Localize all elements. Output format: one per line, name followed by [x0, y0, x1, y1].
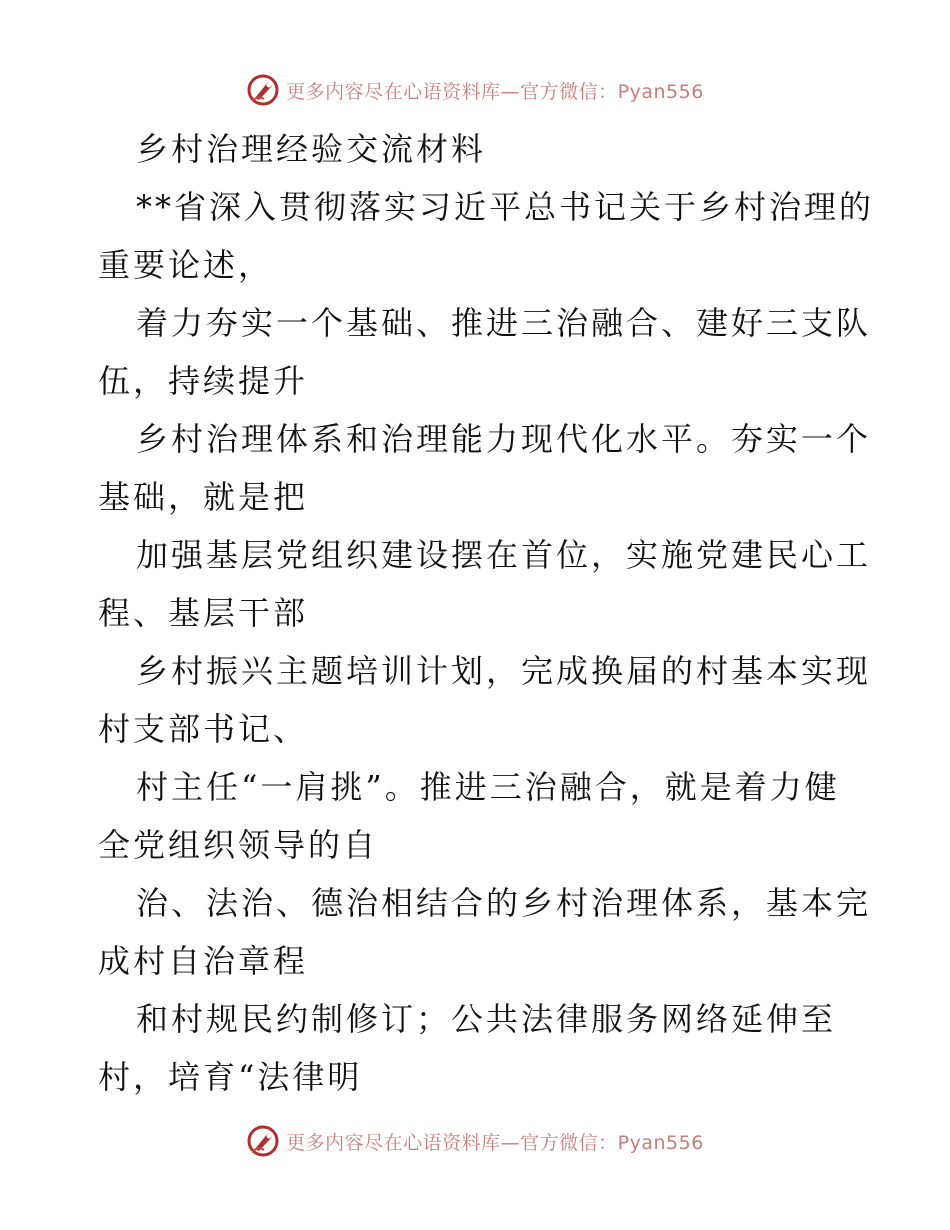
- paragraph-line: 成村自治章程: [98, 942, 309, 980]
- watermark-text: 更多内容尽在心语资料库—官方微信：Pyan556: [286, 1131, 704, 1154]
- paragraph-line: 伍，持续提升: [98, 362, 309, 400]
- paragraph-line: 村，培育“法律明: [98, 1058, 363, 1096]
- document-title: 乡村治理经验交流材料: [136, 130, 487, 168]
- paragraph-line: 治、法治、德治相结合的乡村治理体系，基本完: [136, 884, 872, 922]
- paragraph-line: 着力夯实一个基础、推进三治融合、建好三支队: [136, 304, 872, 342]
- paragraph-line: 加强基层党组织建设摆在首位，实施党建民心工: [136, 536, 872, 574]
- document-body: [98, 120, 875, 1106]
- paragraph-line: 和村规民约制修订；公共法律服务网络延伸至: [136, 1000, 837, 1038]
- header-watermark-banner: [0, 70, 950, 110]
- paragraph-line: 全党组织领导的自: [98, 826, 379, 864]
- paragraph-line: 乡村治理体系和治理能力现代化水平。夯实一个: [136, 420, 872, 458]
- paragraph-line: 村主任“一肩挑”。推进三治融合，就是着力健: [136, 768, 840, 806]
- footer-watermark-banner: [0, 1121, 950, 1161]
- pen-nib-logo-icon: [246, 73, 280, 107]
- paragraph-line: 村支部书记、: [98, 710, 309, 748]
- paragraph-line: 乡村振兴主题培训计划，完成换届的村基本实现: [136, 652, 872, 690]
- pen-nib-logo-icon: [246, 1124, 280, 1158]
- paragraph-line: 重要论述，: [98, 246, 274, 284]
- watermark-text: 更多内容尽在心语资料库—官方微信：Pyan556: [286, 80, 704, 103]
- paragraph-line: 基础，就是把: [98, 478, 309, 516]
- paragraph-line: **省深入贯彻落实习近平总书记关于乡村治理的: [136, 188, 875, 226]
- paragraph-line: 程、基层干部: [98, 594, 309, 632]
